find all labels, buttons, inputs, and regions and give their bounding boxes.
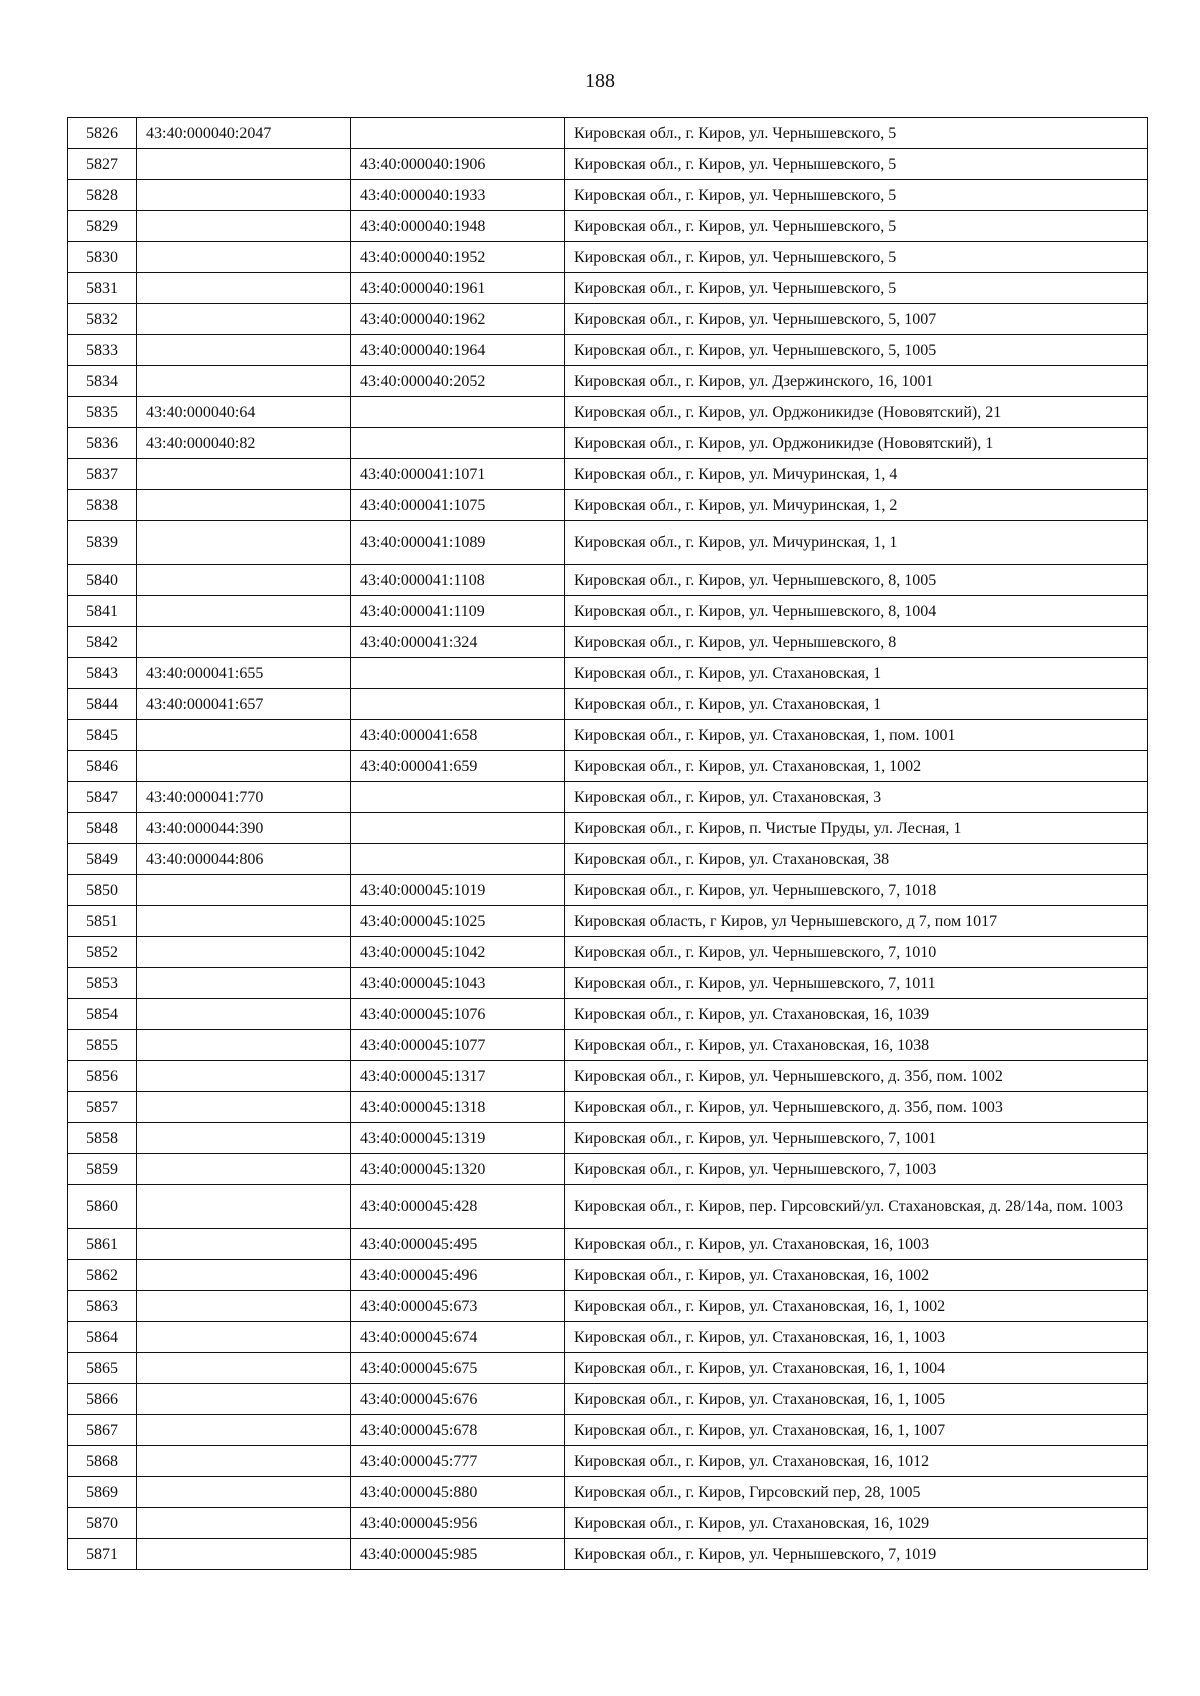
row-number-cell: 5859 (68, 1154, 137, 1185)
object-number-cell (351, 844, 565, 875)
address-cell: Кировская обл., г. Киров, ул. Чернышевского, 5 (565, 242, 1148, 273)
parcel-number-cell: 43:40:000040:64 (137, 397, 351, 428)
parcel-number-cell (137, 1539, 351, 1570)
row-number-cell: 5861 (68, 1229, 137, 1260)
parcel-number-cell (137, 627, 351, 658)
table-row (68, 1539, 1148, 1570)
address-cell: Кировская обл., г. Киров, ул. Мичуринская, 1, 4 (565, 459, 1148, 490)
table-row (68, 366, 1148, 397)
table-row (68, 1061, 1148, 1092)
table-row (68, 180, 1148, 211)
row-number-cell: 5871 (68, 1539, 137, 1570)
address-cell: Кировская обл., г. Киров, ул. Чернышевского, 7, 1019 (565, 1539, 1148, 1570)
table-row (68, 211, 1148, 242)
object-number-cell: 43:40:000045:880 (351, 1477, 565, 1508)
address-cell: Кировская обл., г. Киров, ул. Стахановская, 16, 1, 1007 (565, 1415, 1148, 1446)
parcel-number-cell (137, 999, 351, 1030)
address-cell: Кировская обл., г. Киров, ул. Чернышевского, 5 (565, 211, 1148, 242)
object-number-cell: 43:40:000045:673 (351, 1291, 565, 1322)
parcel-number-cell (137, 180, 351, 211)
object-number-cell (351, 428, 565, 459)
table-row (68, 782, 1148, 813)
address-cell: Кировская обл., г. Киров, ул. Стахановская, 38 (565, 844, 1148, 875)
row-number-cell: 5844 (68, 689, 137, 720)
table-row (68, 1123, 1148, 1154)
object-number-cell: 43:40:000045:956 (351, 1508, 565, 1539)
row-number-cell: 5828 (68, 180, 137, 211)
object-number-cell: 43:40:000045:678 (351, 1415, 565, 1446)
parcel-number-cell (137, 242, 351, 273)
address-cell: Кировская обл., г. Киров, ул. Стахановская, 16, 1038 (565, 1030, 1148, 1061)
table-row (68, 1508, 1148, 1539)
address-cell: Кировская обл., г. Киров, ул. Чернышевского, 5 (565, 273, 1148, 304)
parcel-number-cell (137, 968, 351, 999)
row-number-cell: 5837 (68, 459, 137, 490)
parcel-number-cell (137, 1092, 351, 1123)
parcel-number-cell: 43:40:000044:806 (137, 844, 351, 875)
parcel-number-cell (137, 751, 351, 782)
object-number-cell: 43:40:000040:1952 (351, 242, 565, 273)
parcel-number-cell: 43:40:000041:655 (137, 658, 351, 689)
row-number-cell: 5856 (68, 1061, 137, 1092)
address-cell: Кировская обл., г. Киров, ул. Стахановская, 16, 1012 (565, 1446, 1148, 1477)
parcel-number-cell (137, 1030, 351, 1061)
parcel-number-cell (137, 1154, 351, 1185)
parcel-number-cell (137, 1061, 351, 1092)
row-number-cell: 5851 (68, 906, 137, 937)
object-number-cell: 43:40:000045:1043 (351, 968, 565, 999)
parcel-number-cell (137, 149, 351, 180)
address-cell: Кировская обл., г. Киров, ул. Мичуринская, 1, 1 (565, 521, 1148, 565)
object-number-cell (351, 397, 565, 428)
parcel-number-cell (137, 304, 351, 335)
address-cell: Кировская обл., г. Киров, ул. Чернышевского, д. 35б, пом. 1002 (565, 1061, 1148, 1092)
parcel-number-cell (137, 1322, 351, 1353)
address-cell: Кировская обл., г. Киров, ул. Чернышевского, д. 35б, пом. 1003 (565, 1092, 1148, 1123)
object-number-cell: 43:40:000045:1320 (351, 1154, 565, 1185)
parcel-number-cell (137, 1229, 351, 1260)
row-number-cell: 5853 (68, 968, 137, 999)
address-cell: Кировская обл., г. Киров, ул. Стахановская, 16, 1002 (565, 1260, 1148, 1291)
object-number-cell: 43:40:000041:659 (351, 751, 565, 782)
row-number-cell: 5836 (68, 428, 137, 459)
table-row (68, 1446, 1148, 1477)
row-number-cell: 5829 (68, 211, 137, 242)
table-body (68, 118, 1148, 1570)
object-number-cell: 43:40:000045:1077 (351, 1030, 565, 1061)
object-number-cell: 43:40:000045:676 (351, 1384, 565, 1415)
parcel-number-cell (137, 335, 351, 366)
parcel-number-cell: 43:40:000041:770 (137, 782, 351, 813)
parcel-number-cell (137, 1415, 351, 1446)
address-cell: Кировская обл., г. Киров, ул. Орджоникидзе (Нововятский), 1 (565, 428, 1148, 459)
row-number-cell: 5835 (68, 397, 137, 428)
table-row (68, 658, 1148, 689)
address-cell: Кировская обл., г. Киров, ул. Чернышевского, 5 (565, 118, 1148, 149)
row-number-cell: 5860 (68, 1185, 137, 1229)
table-row (68, 149, 1148, 180)
row-number-cell: 5842 (68, 627, 137, 658)
address-cell: Кировская обл., г. Киров, ул. Стахановская, 16, 1, 1004 (565, 1353, 1148, 1384)
object-number-cell: 43:40:000045:1042 (351, 937, 565, 968)
parcel-number-cell (137, 273, 351, 304)
table-row (68, 397, 1148, 428)
address-cell: Кировская область, г Киров, ул Чернышевского, д 7, пом 1017 (565, 906, 1148, 937)
object-number-cell: 43:40:000045:985 (351, 1539, 565, 1570)
row-number-cell: 5841 (68, 596, 137, 627)
table-row (68, 428, 1148, 459)
address-cell: Кировская обл., г. Киров, ул. Стахановская, 16, 1, 1005 (565, 1384, 1148, 1415)
row-number-cell: 5857 (68, 1092, 137, 1123)
object-number-cell: 43:40:000045:675 (351, 1353, 565, 1384)
row-number-cell: 5867 (68, 1415, 137, 1446)
parcel-number-cell (137, 937, 351, 968)
row-number-cell: 5845 (68, 720, 137, 751)
address-cell: Кировская обл., г. Киров, ул. Чернышевского, 5, 1005 (565, 335, 1148, 366)
parcel-number-cell (137, 906, 351, 937)
object-number-cell (351, 782, 565, 813)
table-row (68, 813, 1148, 844)
row-number-cell: 5855 (68, 1030, 137, 1061)
table-row (68, 521, 1148, 565)
row-number-cell: 5863 (68, 1291, 137, 1322)
address-cell: Кировская обл., г. Киров, ул. Стахановская, 16, 1039 (565, 999, 1148, 1030)
object-number-cell (351, 813, 565, 844)
object-number-cell: 43:40:000041:324 (351, 627, 565, 658)
address-cell: Кировская обл., г. Киров, ул. Стахановская, 1, 1002 (565, 751, 1148, 782)
address-cell: Кировская обл., г. Киров, ул. Чернышевского, 7, 1010 (565, 937, 1148, 968)
table-row (68, 1477, 1148, 1508)
table-row (68, 1384, 1148, 1415)
parcel-number-cell (137, 211, 351, 242)
table-row (68, 689, 1148, 720)
row-number-cell: 5843 (68, 658, 137, 689)
address-cell: Кировская обл., г. Киров, ул. Чернышевского, 5, 1007 (565, 304, 1148, 335)
address-cell: Кировская обл., г. Киров, ул. Чернышевского, 5 (565, 149, 1148, 180)
row-number-cell: 5865 (68, 1353, 137, 1384)
table-row (68, 1291, 1148, 1322)
object-number-cell: 43:40:000041:658 (351, 720, 565, 751)
row-number-cell: 5852 (68, 937, 137, 968)
parcel-number-cell: 43:40:000040:82 (137, 428, 351, 459)
row-number-cell: 5850 (68, 875, 137, 906)
address-cell: Кировская обл., г. Киров, ул. Стахановская, 16, 1003 (565, 1229, 1148, 1260)
parcel-number-cell (137, 1384, 351, 1415)
address-cell: Кировская обл., г. Киров, ул. Чернышевского, 8 (565, 627, 1148, 658)
table-row (68, 596, 1148, 627)
object-number-cell: 43:40:000040:1948 (351, 211, 565, 242)
row-number-cell: 5846 (68, 751, 137, 782)
table-row (68, 273, 1148, 304)
address-cell: Кировская обл., г. Киров, Гирсовский пер, 28, 1005 (565, 1477, 1148, 1508)
row-number-cell: 5858 (68, 1123, 137, 1154)
table-row (68, 1260, 1148, 1291)
row-number-cell: 5849 (68, 844, 137, 875)
row-number-cell: 5831 (68, 273, 137, 304)
address-cell: Кировская обл., г. Киров, ул. Стахановская, 16, 1029 (565, 1508, 1148, 1539)
page-number: 188 (585, 70, 615, 92)
table-row (68, 242, 1148, 273)
parcel-number-cell (137, 521, 351, 565)
table-row (68, 118, 1148, 149)
row-number-cell: 5833 (68, 335, 137, 366)
object-number-cell: 43:40:000045:1317 (351, 1061, 565, 1092)
address-cell: Кировская обл., г. Киров, ул. Чернышевского, 7, 1003 (565, 1154, 1148, 1185)
row-number-cell: 5847 (68, 782, 137, 813)
address-cell: Кировская обл., г. Киров, ул. Стахановская, 1, пом. 1001 (565, 720, 1148, 751)
parcel-number-cell (137, 459, 351, 490)
object-number-cell: 43:40:000040:1906 (351, 149, 565, 180)
table-row (68, 844, 1148, 875)
row-number-cell: 5868 (68, 1446, 137, 1477)
table-row (68, 875, 1148, 906)
address-cell: Кировская обл., г. Киров, п. Чистые Пруды, ул. Лесная, 1 (565, 813, 1148, 844)
object-number-cell (351, 658, 565, 689)
parcel-number-cell (137, 1185, 351, 1229)
row-number-cell: 5838 (68, 490, 137, 521)
table-row (68, 627, 1148, 658)
table-row (68, 459, 1148, 490)
row-number-cell: 5830 (68, 242, 137, 273)
address-cell: Кировская обл., г. Киров, ул. Чернышевского, 8, 1005 (565, 565, 1148, 596)
object-number-cell (351, 689, 565, 720)
table-row (68, 304, 1148, 335)
table-row (68, 751, 1148, 782)
object-number-cell: 43:40:000041:1075 (351, 490, 565, 521)
parcel-number-cell (137, 565, 351, 596)
object-number-cell: 43:40:000041:1071 (351, 459, 565, 490)
address-cell: Кировская обл., г. Киров, ул. Чернышевского, 5 (565, 180, 1148, 211)
parcel-number-cell: 43:40:000044:390 (137, 813, 351, 844)
object-number-cell: 43:40:000045:495 (351, 1229, 565, 1260)
row-number-cell: 5826 (68, 118, 137, 149)
row-number-cell: 5832 (68, 304, 137, 335)
parcel-number-cell (137, 1353, 351, 1384)
address-cell: Кировская обл., г. Киров, ул. Чернышевского, 8, 1004 (565, 596, 1148, 627)
row-number-cell: 5834 (68, 366, 137, 397)
parcel-number-cell (137, 1123, 351, 1154)
table-row (68, 565, 1148, 596)
table-row (68, 335, 1148, 366)
parcel-number-cell (137, 1260, 351, 1291)
parcel-number-cell (137, 720, 351, 751)
object-number-cell: 43:40:000041:1089 (351, 521, 565, 565)
registry-table (67, 117, 1148, 1570)
table-row (68, 720, 1148, 751)
object-number-cell: 43:40:000040:1961 (351, 273, 565, 304)
table-row (68, 968, 1148, 999)
object-number-cell: 43:40:000040:1962 (351, 304, 565, 335)
parcel-number-cell (137, 1508, 351, 1539)
address-cell: Кировская обл., г. Киров, ул. Чернышевского, 7, 1001 (565, 1123, 1148, 1154)
address-cell: Кировская обл., г. Киров, ул. Стахановская, 16, 1, 1002 (565, 1291, 1148, 1322)
parcel-number-cell (137, 1446, 351, 1477)
object-number-cell: 43:40:000040:1933 (351, 180, 565, 211)
table-row (68, 1092, 1148, 1123)
table-row (68, 1415, 1148, 1446)
address-cell: Кировская обл., г. Киров, пер. Гирсовский/ул. Стахановская, д. 28/14а, пом. 1003 (565, 1185, 1148, 1229)
parcel-number-cell (137, 1477, 351, 1508)
parcel-number-cell (137, 875, 351, 906)
object-number-cell: 43:40:000045:428 (351, 1185, 565, 1229)
row-number-cell: 5848 (68, 813, 137, 844)
table-row (68, 1185, 1148, 1229)
row-number-cell: 5870 (68, 1508, 137, 1539)
table-row (68, 1229, 1148, 1260)
table-row (68, 1154, 1148, 1185)
parcel-number-cell: 43:40:000040:2047 (137, 118, 351, 149)
object-number-cell: 43:40:000040:2052 (351, 366, 565, 397)
object-number-cell: 43:40:000045:496 (351, 1260, 565, 1291)
object-number-cell: 43:40:000045:1025 (351, 906, 565, 937)
object-number-cell: 43:40:000041:1108 (351, 565, 565, 596)
parcel-number-cell (137, 1291, 351, 1322)
address-cell: Кировская обл., г. Киров, ул. Орджоникидзе (Нововятский), 21 (565, 397, 1148, 428)
address-cell: Кировская обл., г. Киров, ул. Чернышевского, 7, 1011 (565, 968, 1148, 999)
address-cell: Кировская обл., г. Киров, ул. Дзержинского, 16, 1001 (565, 366, 1148, 397)
object-number-cell: 43:40:000045:1019 (351, 875, 565, 906)
object-number-cell: 43:40:000045:777 (351, 1446, 565, 1477)
object-number-cell: 43:40:000045:1318 (351, 1092, 565, 1123)
row-number-cell: 5864 (68, 1322, 137, 1353)
row-number-cell: 5839 (68, 521, 137, 565)
row-number-cell: 5862 (68, 1260, 137, 1291)
object-number-cell: 43:40:000040:1964 (351, 335, 565, 366)
address-cell: Кировская обл., г. Киров, ул. Стахановская, 1 (565, 689, 1148, 720)
row-number-cell: 5866 (68, 1384, 137, 1415)
object-number-cell: 43:40:000041:1109 (351, 596, 565, 627)
address-cell: Кировская обл., г. Киров, ул. Стахановская, 16, 1, 1003 (565, 1322, 1148, 1353)
table-row (68, 1353, 1148, 1384)
parcel-number-cell (137, 490, 351, 521)
address-cell: Кировская обл., г. Киров, ул. Стахановская, 1 (565, 658, 1148, 689)
table-row (68, 1322, 1148, 1353)
parcel-number-cell: 43:40:000041:657 (137, 689, 351, 720)
object-number-cell: 43:40:000045:1319 (351, 1123, 565, 1154)
row-number-cell: 5869 (68, 1477, 137, 1508)
table-row (68, 937, 1148, 968)
object-number-cell: 43:40:000045:674 (351, 1322, 565, 1353)
row-number-cell: 5840 (68, 565, 137, 596)
table-row (68, 999, 1148, 1030)
parcel-number-cell (137, 366, 351, 397)
table-row (68, 906, 1148, 937)
table-row (68, 490, 1148, 521)
address-cell: Кировская обл., г. Киров, ул. Чернышевского, 7, 1018 (565, 875, 1148, 906)
address-cell: Кировская обл., г. Киров, ул. Стахановская, 3 (565, 782, 1148, 813)
object-number-cell: 43:40:000045:1076 (351, 999, 565, 1030)
table-row (68, 1030, 1148, 1061)
parcel-number-cell (137, 596, 351, 627)
object-number-cell (351, 118, 565, 149)
address-cell: Кировская обл., г. Киров, ул. Мичуринская, 1, 2 (565, 490, 1148, 521)
row-number-cell: 5827 (68, 149, 137, 180)
row-number-cell: 5854 (68, 999, 137, 1030)
